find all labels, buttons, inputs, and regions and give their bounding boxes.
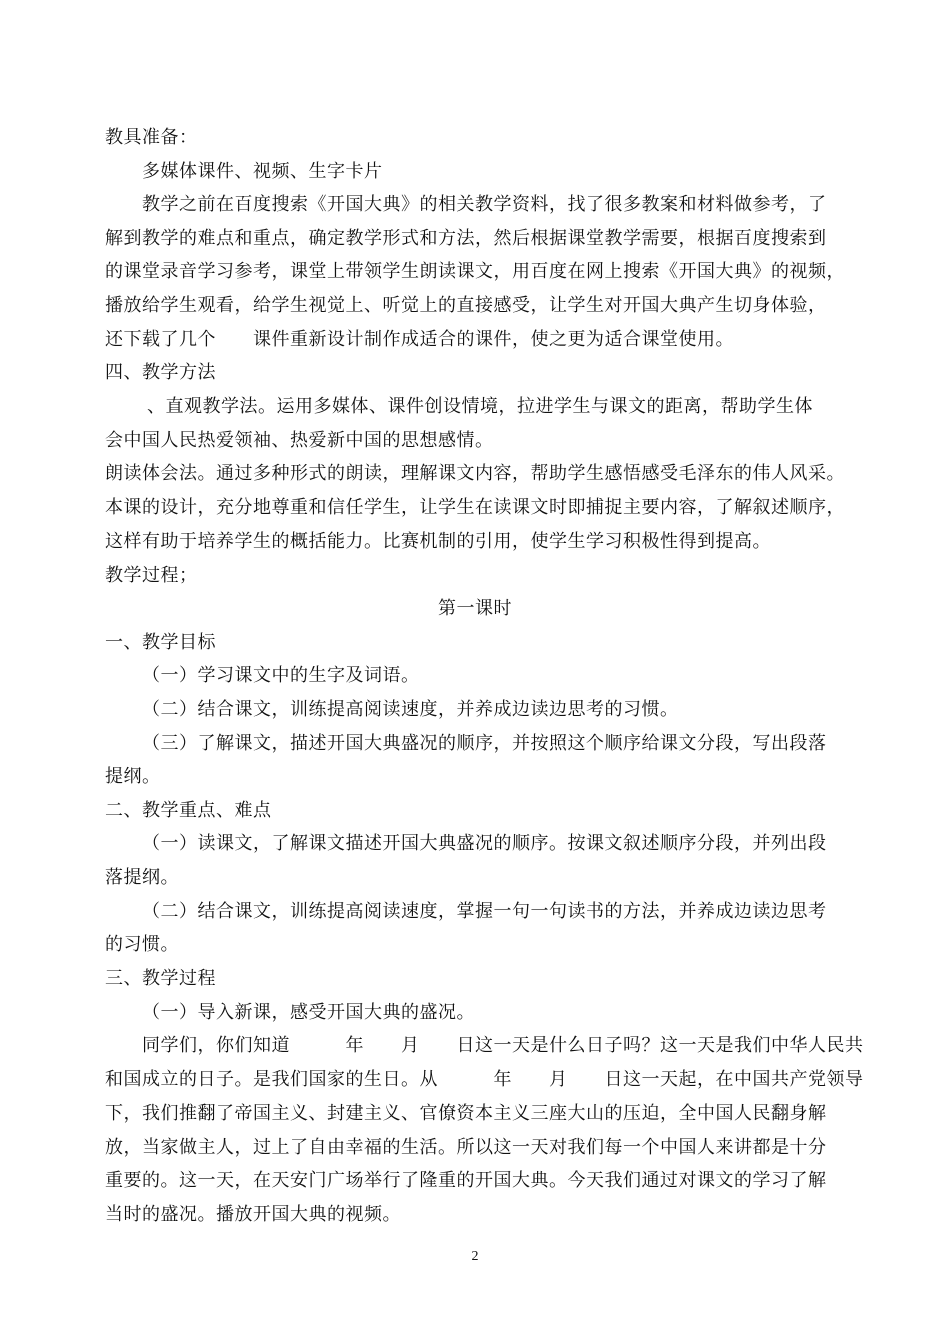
section-heading: 四、教学方法 — [105, 362, 216, 383]
paragraph-line: 、直观教学法。运用多媒体、课件创设情境，拉进学生与课文的距离，帮助学生体 — [147, 396, 813, 417]
section-heading: 三、教学过程 — [105, 968, 216, 989]
paragraph-line: 解到教学的难点和重点，确定教学形式和方法，然后根据课堂教学需要，根据百度搜索到 — [105, 228, 827, 249]
paragraph-line: 播放给学生观看，给学生视觉上、听觉上的直接感受，让学生对开国大典产生切身体验， — [105, 295, 827, 316]
page-number: 2 — [471, 1249, 479, 1264]
paragraph-line: 和国成立的日子。是我们国家的生日。从 年 月 日这一天起，在中国共产党领导 — [105, 1069, 864, 1090]
paragraph-line: 本课的设计，充分地尊重和信任学生，让学生在读课文时即捕捉主要内容，了解叙述顺序， — [105, 497, 845, 518]
paragraph-line: 重要的。这一天，在天安门广场举行了隆重的开国大典。今天我们通过对课文的学习了解 — [105, 1170, 827, 1191]
paragraph-line: 朗读体会法。通过多种形式的朗读，理解课文内容，帮助学生感悟感受毛泽东的伟人风采。 — [105, 463, 845, 484]
paragraph-line: 还下载了几个 课件重新设计制作成适合的课件，使之更为适合课堂使用。 — [105, 329, 734, 350]
list-item: （三）了解课文，描述开国大典盛况的顺序，并按照这个顺序给课文分段，写出段落 — [142, 733, 827, 754]
paragraph-line: 放，当家做主人，过上了自由幸福的生活。所以这一天对我们每一个中国人来讲都是十分 — [105, 1137, 827, 1158]
heading-teaching-aids: 教具准备： — [105, 127, 198, 148]
paragraph-line: 会中国人民热爱领袖、热爱新中国的思想感情。 — [105, 430, 494, 451]
list-item-continuation: 的习惯。 — [105, 934, 179, 955]
list-item: （二）结合课文，训练提高阅读速度，并养成边读边思考的习惯。 — [142, 699, 679, 720]
lesson-title: 第一课时 — [438, 598, 512, 619]
section-heading: 教学过程； — [105, 565, 198, 586]
section-heading: 一、教学目标 — [105, 632, 216, 653]
paragraph-line: 下，我们推翻了帝国主义、封建主义、官僚资本主义三座大山的压迫，全中国人民翻身解 — [105, 1103, 827, 1124]
paragraph-line: 这样有助于培养学生的概括能力。比赛机制的引用，使学生学习积极性得到提高。 — [105, 531, 771, 552]
list-item: （二）结合课文，训练提高阅读速度，掌握一句一句读书的方法，并养成边读边思考 — [142, 901, 827, 922]
list-item: （一）读课文，了解课文描述开国大典盛况的顺序。按课文叙述顺序分段，并列出段 — [142, 833, 827, 854]
list-item: （一）导入新课，感受开国大典的盛况。 — [142, 1002, 475, 1023]
section-heading: 二、教学重点、难点 — [105, 800, 272, 821]
paragraph-line: 的课堂录音学习参考，课堂上带领学生朗读课文，用百度在网上搜索《开国大典》的视频， — [105, 261, 845, 282]
list-item-continuation: 落提纲。 — [105, 867, 179, 888]
paragraph-line: 教学之前在百度搜索《开国大典》的相关教学资料，找了很多教案和材料做参考，了 — [142, 194, 827, 215]
paragraph-line: 当时的盛况。播放开国大典的视频。 — [105, 1204, 401, 1225]
teaching-aids-list: 多媒体课件、视频、生字卡片 — [142, 161, 383, 182]
paragraph-line: 同学们，你们知道 年 月 日这一天是什么日子吗？这一天是我们中华人民共 — [142, 1035, 864, 1056]
list-item-continuation: 提纲。 — [105, 766, 161, 787]
list-item: （一）学习课文中的生字及词语。 — [142, 665, 420, 686]
